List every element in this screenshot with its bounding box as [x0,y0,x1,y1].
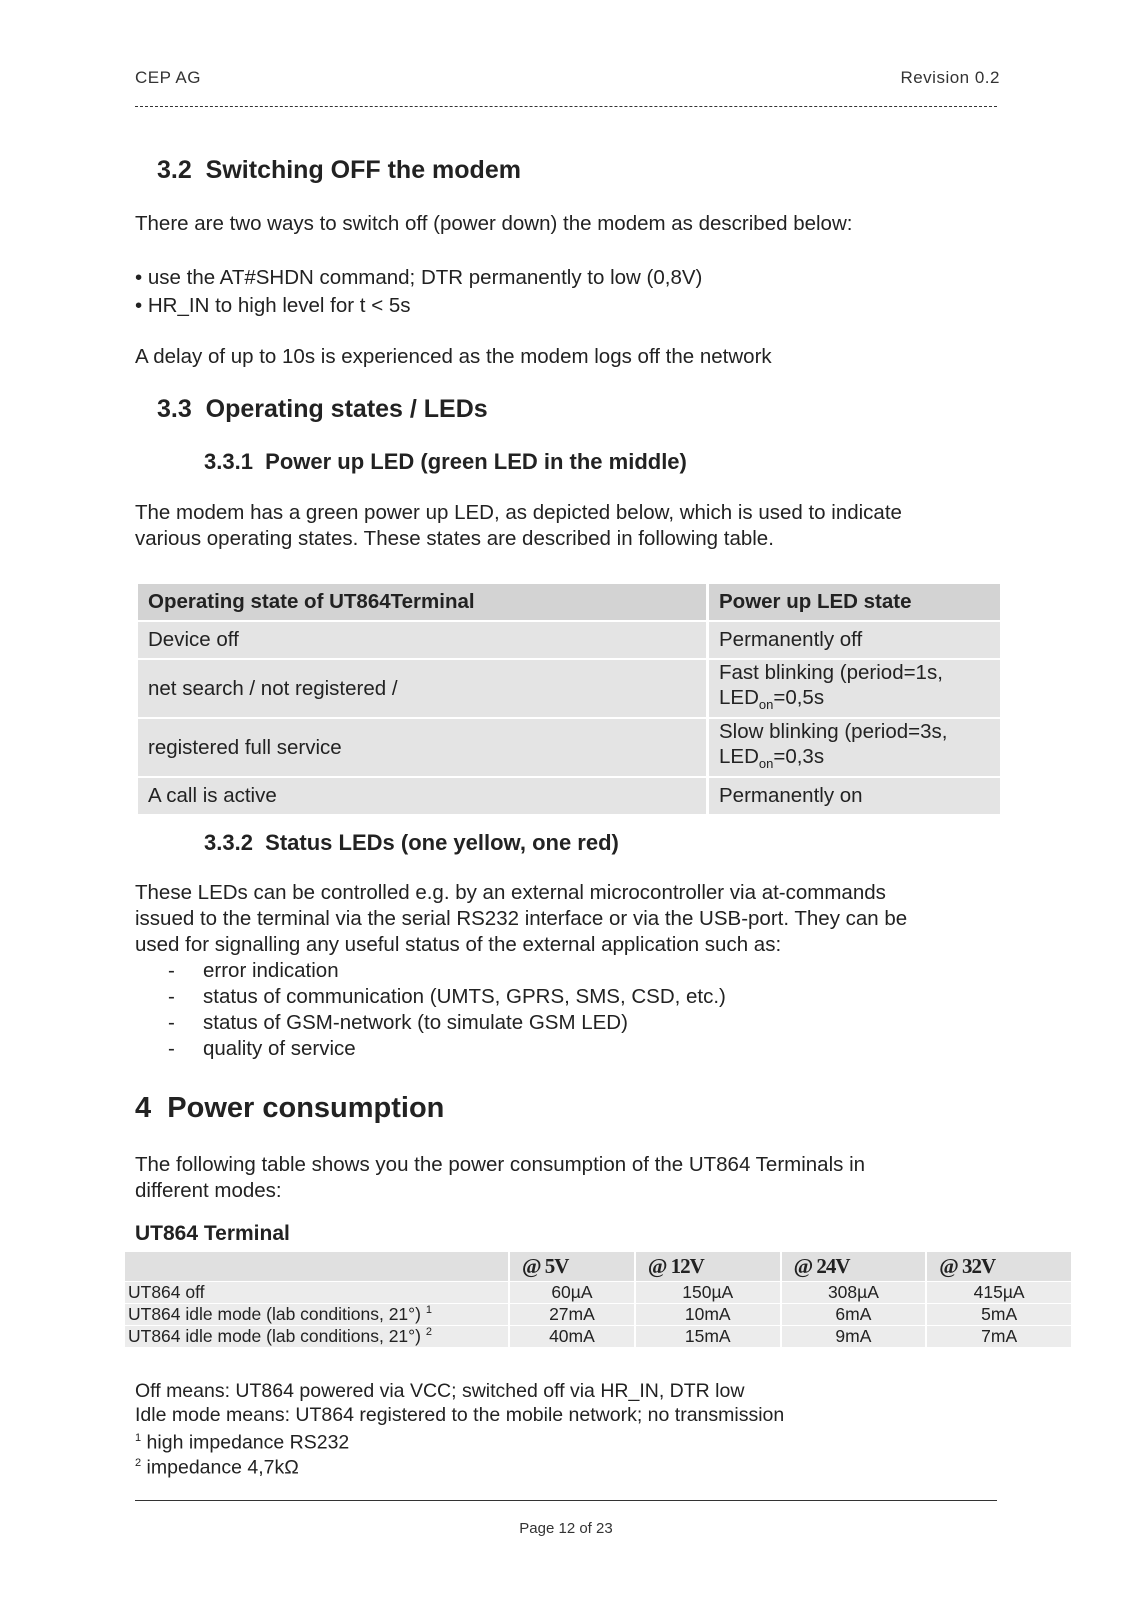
table-row [138,660,1000,717]
table-cell: 40mA [510,1326,634,1347]
table-cell: 15mA [636,1326,780,1347]
footnote-mark: 2 [425,1326,432,1339]
chapter-4-heading [135,1092,444,1125]
table-cell: 7mA [927,1326,1071,1347]
footnote-mark: 2 [135,1457,142,1469]
table-cell: 9mA [782,1326,926,1347]
table-cell: 6mA [782,1304,926,1325]
section-number: 3.3.2 [204,830,253,855]
table-cell: 415µA [927,1282,1071,1303]
paragraph-line: various operating states. These states are described in following table. [135,527,774,550]
table-header-cell: @ 24V [782,1252,926,1281]
cell-line: =0,3s [773,745,825,769]
section-number: 3.2 [157,156,192,184]
table-cell [709,660,1000,717]
table-cell: Permanently off [709,622,1000,658]
table-row [138,719,1000,776]
footnote-mark: 1 [425,1304,432,1317]
note-idle: Idle mode means: UT864 registered to the mobile network; no transmission [135,1404,785,1426]
footnote-text: high impedance RS232 [146,1431,350,1454]
cell-line: LED [719,745,759,769]
table-header-cell: Operating state of UT864Terminal [138,584,706,620]
subscript: on [758,756,774,772]
list-item: - error indication [168,959,339,982]
section-3-2-note: A delay of up to 10s is experienced as the modem logs off the network [135,345,772,368]
table-cell [125,1326,508,1347]
power-consumption-table [123,1251,1073,1348]
table-cell: Device off [138,622,706,658]
section-3-3-2-heading [204,830,619,856]
section-3-2-heading [157,156,521,185]
page-number: Page 12 of 23 [519,1520,613,1537]
bullet-text: use the AT#SHDN command; DTR permanently to low (0,8V) [147,266,703,289]
table-cell: 308µA [782,1282,926,1303]
section-title: Status LEDs (one yellow, one red) [265,830,619,855]
list-item: - quality of service [168,1037,356,1060]
note-off: Off means: UT864 powered via VCC; switched off via HR_IN, DTR low [135,1380,745,1402]
section-number: 3.3 [157,395,192,423]
paragraph-line: These LEDs can be controlled e.g. by an external microcontroller via at-commands [135,881,886,904]
table-row [125,1304,1071,1325]
table-row [125,1326,1071,1347]
header-divider [135,106,997,107]
cell-line: Fast blinking (period=1s, [719,661,943,684]
table-cell: registered full service [138,719,706,776]
list-item: - status of communication (UMTS, GPRS, SMS, CSD, etc.) [168,985,726,1008]
table-header-cell [125,1252,508,1281]
table-cell: 5mA [927,1304,1071,1325]
list-item-text: error indication [203,959,339,982]
bullet-item: • use the AT#SHDN command; DTR permanently to low (0,8V) [135,266,703,289]
list-item-text: quality of service [203,1037,356,1060]
table-header-cell: @ 12V [636,1252,780,1281]
table-cell [709,719,1000,776]
section-title: Power consumption [167,1092,445,1124]
table-cell: 27mA [510,1304,634,1325]
cell-line: Slow blinking (period=3s, [719,720,948,744]
section-number: 4 [135,1092,152,1124]
footer-divider [135,1500,997,1501]
footnote-2 [135,1451,299,1480]
section-number: 3.3.1 [204,449,253,474]
cell-line: =0,5s [773,686,825,709]
list-item: - status of GSM-network (to simulate GSM LED) [168,1011,628,1034]
table-header-cell: @ 5V [510,1252,634,1281]
led-state-table [135,582,1003,816]
table-title: UT864 Terminal [135,1222,290,1245]
paragraph-line: used for signalling any useful status of the external application such as: [135,933,782,956]
table-cell: Permanently on [709,778,1000,814]
paragraph-line: different modes: [135,1179,282,1202]
footnote-text: impedance 4,7kΩ [146,1456,299,1479]
list-item-text: status of GSM-network (to simulate GSM LED) [203,1011,628,1034]
table-header-row [138,584,1000,620]
paragraph-line: The modem has a green power up LED, as depicted below, which is used to indicate [135,501,902,524]
list-item-text: status of communication (UMTS, GPRS, SMS, CSD, etc.) [203,985,726,1008]
table-cell: 10mA [636,1304,780,1325]
section-3-2-intro: There are two ways to switch off (power down) the modem as described below: [135,212,853,235]
paragraph-line: The following table shows you the power consumption of the UT864 Terminals in [135,1153,866,1176]
row-label: UT864 idle mode (lab conditions, 21°) [128,1304,421,1324]
table-cell: 150µA [636,1282,780,1303]
table-cell: 60µA [510,1282,634,1303]
header-revision: Revision 0.2 [900,68,1000,87]
bullet-text: HR_IN to high level for t < 5s [147,294,411,317]
footnote-mark: 1 [135,1432,142,1444]
table-row [138,622,1000,658]
row-label: UT864 off [128,1282,205,1302]
cell-line: LED [719,686,759,709]
section-3-3-heading [157,395,488,424]
table-cell: net search / not registered / [138,660,706,717]
table-cell: A call is active [138,778,706,814]
table-row [125,1282,1071,1303]
table-row [138,778,1000,814]
section-3-3-1-heading [204,449,687,475]
subscript: on [758,697,774,713]
table-header-cell: Power up LED state [709,584,1000,620]
header-company: CEP AG [135,68,201,87]
table-cell [125,1282,508,1303]
bullet-item: • HR_IN to high level for t < 5s [135,294,411,317]
table-header-row [125,1252,1071,1281]
row-label: UT864 idle mode (lab conditions, 21°) [128,1326,421,1346]
table-header-cell: @ 32V [927,1252,1071,1281]
section-title: Power up LED (green LED in the middle) [265,449,687,474]
table-cell [125,1304,508,1325]
section-title: Switching OFF the modem [205,156,521,184]
section-title: Operating states / LEDs [205,395,488,423]
paragraph-line: issued to the terminal via the serial RS232 interface or via the USB-port. They can be [135,907,908,930]
